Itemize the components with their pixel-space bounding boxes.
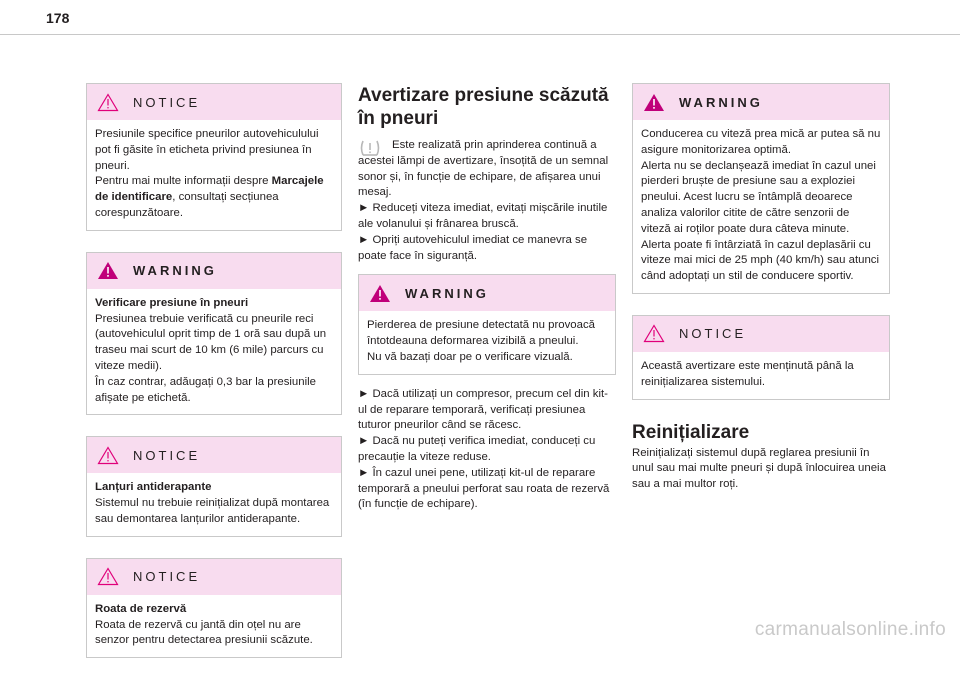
warning-text: Presiunea trebuie verificată cu pneurile reci (autovehiculul oprit timp de 1 oră sau după un traseu mai scurt de 10 km (6 mile) parcurs cu viteze medii).	[95, 312, 327, 372]
notice-text: Presiunile specifice pneurilor autovehiculului pot fi găsite în eticheta privind presiunea în pneuri.	[95, 128, 319, 172]
warning-box-pressure-check	[86, 252, 342, 416]
notice-box-snow-chains	[86, 436, 342, 536]
warning-box-speed-monitoring	[632, 83, 890, 294]
step-text: ► Reduceți viteza imediat, evitați mișcările inutile ale volanului și frânarea bruscă.	[358, 202, 608, 230]
left-column	[86, 83, 342, 679]
warning-text: Conducerea cu viteză prea mică ar putea să nu asigure monitorizarea optimă.	[641, 128, 881, 156]
tire-pressure-warning-icon	[358, 138, 382, 158]
warning-label: WARNING	[405, 285, 489, 301]
reset-paragraph	[632, 446, 890, 493]
page-number: 178	[46, 10, 70, 26]
warning-header	[633, 84, 889, 120]
notice-box-tire-pressure-label	[86, 83, 342, 231]
notice-label: NOTICE	[133, 447, 201, 463]
cross-reference: Marcajele de identificare	[95, 175, 324, 204]
notice-header	[87, 559, 341, 595]
notice-label: NOTICE	[133, 94, 201, 110]
notice-header	[633, 316, 889, 352]
warning-text: În caz contrar, adăugați 0,3 bar la presiunile afișate pe etichetă.	[95, 375, 316, 404]
notice-text-prefix: Pentru mai multe informații despre	[95, 175, 272, 188]
warning-triangle-icon	[97, 261, 119, 280]
notice-text	[95, 174, 333, 221]
notice-header	[87, 437, 341, 473]
warning-text: Nu vă bazați doar pe o verificare vizuală.	[367, 350, 573, 363]
notice-body	[87, 595, 341, 657]
step-text: ► În cazul unei pene, utilizați kit-ul de reparare temporară a pneului perforat sau roata de rezervă (în funcție de echipare).	[358, 466, 610, 511]
step-text: ► Dacă nu puteți verifica imediat, conduceți cu precauție la viteze reduse.	[358, 435, 596, 463]
notice-triangle-icon	[97, 93, 119, 112]
warning-label: WARNING	[133, 263, 217, 279]
warning-box-visual-check	[358, 274, 616, 374]
after-warning-steps	[358, 387, 616, 513]
notice-text: Sistemul nu trebuie reinițializat după montarea sau demontarea lanțurilor antiderapante.	[95, 497, 330, 525]
notice-triangle-icon	[643, 324, 665, 343]
notice-label: NOTICE	[679, 326, 747, 342]
notice-box-spare-wheel	[86, 558, 342, 658]
notice-body	[633, 352, 889, 399]
warning-triangle-icon	[643, 93, 665, 112]
warning-body	[633, 120, 889, 293]
warning-text: Pierderea de presiune detectată nu provoacă întotdeauna deformarea vizibilă a pneului.	[367, 319, 595, 348]
notice-label: NOTICE	[133, 569, 201, 585]
step-text: ► Dacă utilizați un compresor, precum cel din kit-ul de reparare temporară, verificați presiunea tuturor pneurilor când se răcesc.	[358, 387, 608, 432]
top-divider	[0, 34, 960, 35]
warning-body	[87, 289, 341, 415]
notice-header	[87, 84, 341, 120]
notice-body	[87, 120, 341, 230]
warning-text: Alerta nu se declanșează imediat în cazul unei pierderi bruște de presiune sau a exploziei pneului. Acest lucru se întâmplă deoarece analiza valorilor citite de către senzorii de viteză ai roților poate dura câteva minute.	[641, 159, 876, 235]
warning-body	[359, 311, 615, 373]
warning-triangle-icon	[369, 284, 391, 303]
warning-label: WARNING	[679, 94, 763, 110]
warning-text: Alerta poate fi întârziată în cazul deplasării cu viteze mai mici de 25 mph (40 km/h) sau atunci când adoptați un stil de conducere sportiv.	[641, 238, 880, 283]
intro-paragraph	[358, 138, 616, 264]
notice-box-reset	[632, 315, 890, 400]
notice-triangle-icon	[97, 446, 119, 465]
intro-text: Este realizată prin aprinderea continuă a acestei lămpi de avertizare, însoțită de un semnal sonor și, în funcție de echipare, de afișarea unui mesaj.	[358, 139, 609, 199]
section-heading: Avertizare presiune scăzută în pneuri	[358, 85, 609, 129]
notice-text: Această avertizare este menținută până la reinițializarea sistemului.	[641, 359, 854, 388]
notice-text-suffix: , consultați secțiunea corespunzătoare.	[95, 191, 279, 219]
step-text: ► Opriți autovehiculul imediat ce manevra se poate face în siguranță.	[358, 233, 588, 262]
notice-body	[87, 473, 341, 535]
notice-title: Lanțuri antiderapante	[95, 481, 212, 494]
warning-header	[359, 275, 615, 311]
notice-title: Roata de rezervă	[95, 602, 187, 615]
middle-column	[358, 84, 616, 513]
reset-text: Reinițializați sistemul după reglarea presiunii în unul sau mai multe pneuri și după înlocuirea uneia sau a mai multor roți.	[632, 446, 886, 491]
notice-text: Roata de rezervă cu jantă din oțel nu are senzor pentru detectarea presiunii scăzute.	[95, 618, 313, 647]
watermark: carmanualsonline.info	[754, 619, 946, 640]
warning-title: Verificare presiune în pneuri	[95, 296, 249, 309]
section-heading-reset: Reinițializare	[632, 421, 750, 443]
right-column	[632, 83, 890, 493]
warning-header	[87, 253, 341, 289]
notice-triangle-icon	[97, 567, 119, 586]
